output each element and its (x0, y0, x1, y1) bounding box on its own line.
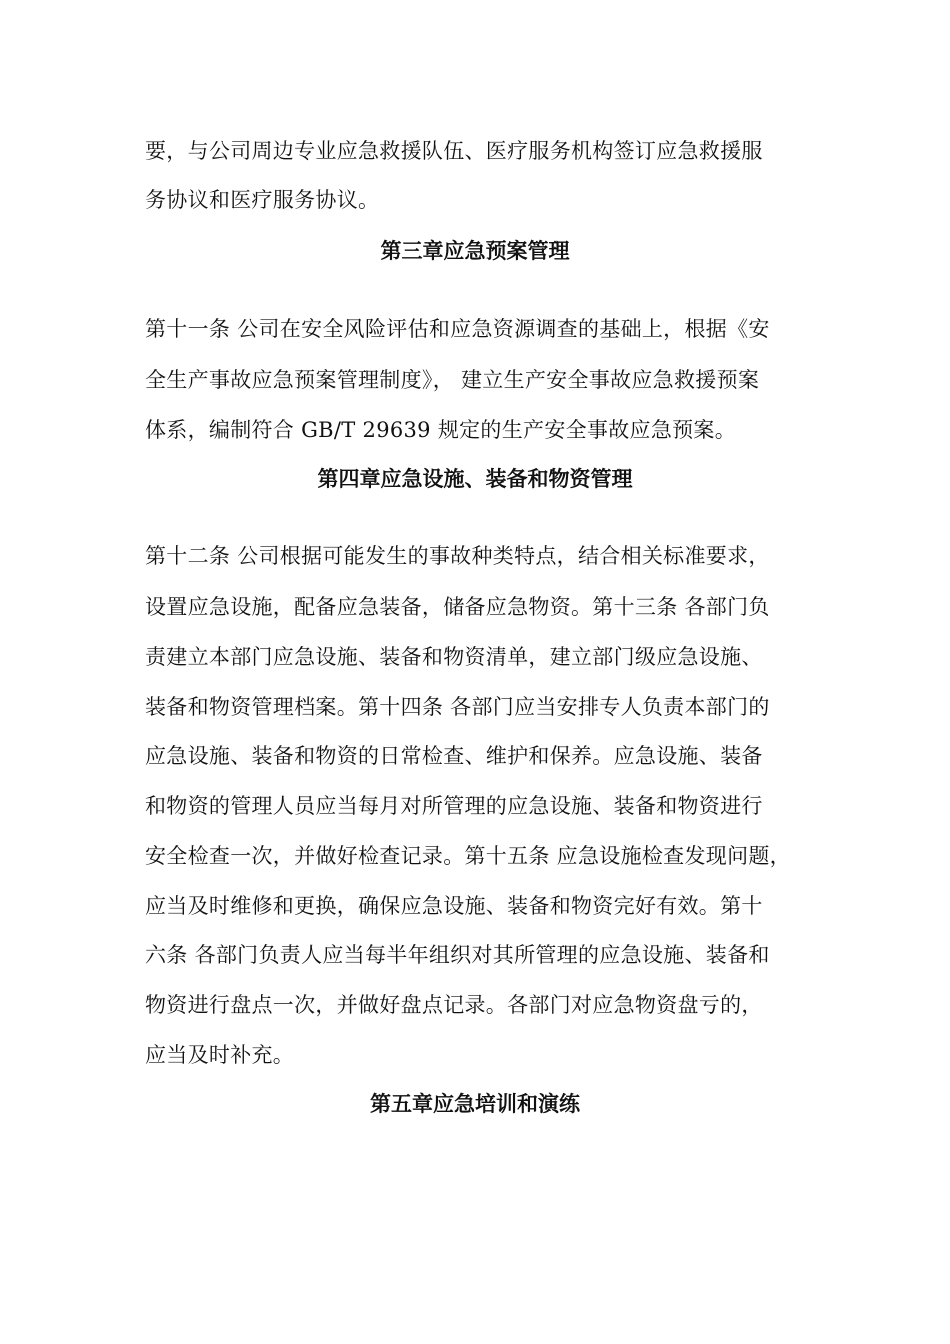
paragraph-line: 应当及时补充。 (145, 1043, 295, 1067)
paragraph-line: 应当及时维修和更换，确保应急设施、装备和物资完好有效。第十 (145, 894, 763, 918)
chapter-heading: 第三章应急预案管理 (380, 239, 570, 263)
paragraph-line: 要，与公司周边专业应急救援队伍、医疗服务机构签订应急救援服 (145, 139, 763, 163)
paragraph-line: 和物资的管理人员应当每月对所管理的应急设施、装备和物资进行 (145, 794, 763, 818)
paragraph-line: 第十二条 公司根据可能发生的事故种类特点，结合相关标准要求， (145, 544, 770, 568)
paragraph-line: 全生产事故应急预案管理制度》， 建立生产安全事故应急救援预案 (145, 368, 760, 392)
paragraph-line: 物资进行盘点一次，并做好盘点记录。各部门对应急物资盘亏的， (145, 993, 763, 1017)
chapter-heading: 第四章应急设施、装备和物资管理 (317, 467, 633, 491)
paragraph-line: 六条 各部门负责人应当每半年组织对其所管理的应急设施、装备和 (145, 943, 770, 967)
paragraph-line: 责建立本部门应急设施、装备和物资清单，建立部门级应急设施、 (145, 645, 763, 669)
paragraph-line: 装备和物资管理档案。第十四条 各部门应当安排专人负责本部门的 (145, 695, 770, 719)
paragraph-line: 设置应急设施，配备应急装备，储备应急物资。第十三条 各部门负 (145, 595, 770, 619)
paragraph-line: 务协议和医疗服务协议。 (145, 188, 380, 212)
paragraph-line: 安全检查一次，并做好检查记录。第十五条 应急设施检查发现问题， (145, 844, 791, 868)
paragraph-line: 第十一条 公司在安全风险评估和应急资源调查的基础上，根据《安 (145, 317, 770, 341)
paragraph-line: 应急设施、装备和物资的日常检查、维护和保养。应急设施、装备 (145, 744, 763, 768)
chapter-heading: 第五章应急培训和演练 (370, 1092, 580, 1116)
paragraph-line: 体系，编制符合 GB/T 29639 规定的生产安全事故应急预案。 (145, 418, 737, 442)
